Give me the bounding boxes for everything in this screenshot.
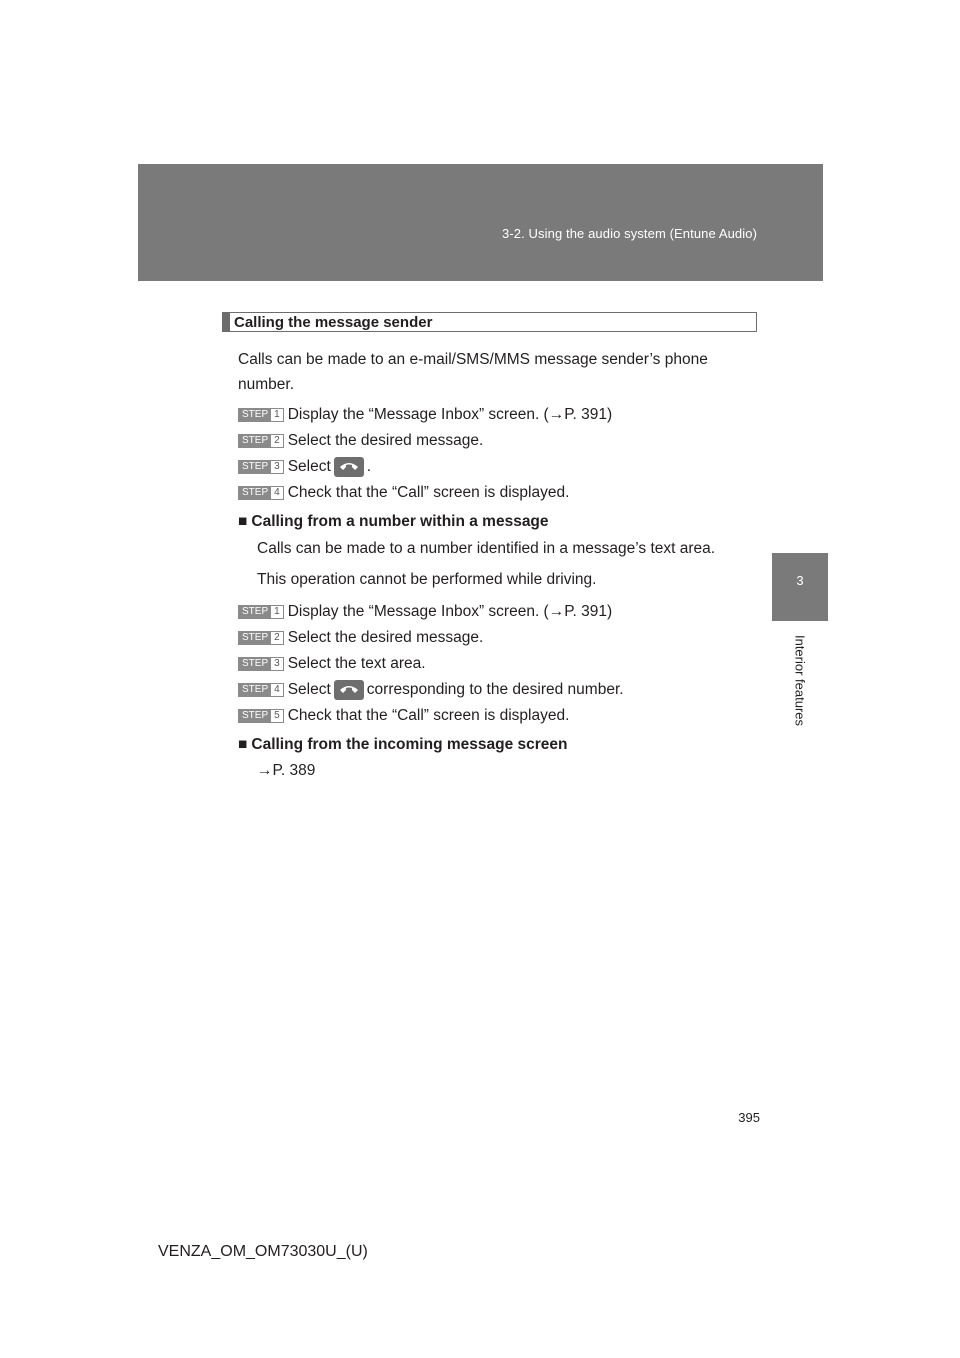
- step-b-4: [238, 679, 624, 701]
- step-text: Select the desired message.: [287, 629, 484, 646]
- page-number: 395: [738, 1110, 760, 1125]
- step-text-before: Select: [287, 681, 331, 698]
- step-text: Check that the “Call” screen is displayed.: [287, 707, 570, 724]
- subheading-text: Calling from a number within a message: [251, 513, 549, 530]
- section-title: Calling the message sender: [234, 314, 433, 331]
- subheading-number-within-message: [238, 513, 549, 531]
- step-badge: STEP 4: [238, 683, 284, 697]
- step-badge: STEP 4: [238, 486, 284, 500]
- section-title-box: [222, 312, 757, 332]
- step-text: Select the text area.: [287, 655, 426, 672]
- step-text: Select the desired message.: [287, 432, 484, 449]
- step-badge: STEP 2: [238, 631, 284, 645]
- step-text: Display the “Message Inbox” screen. (→P. 391): [287, 406, 613, 423]
- chapter-side-label-text: Interior features: [792, 634, 808, 727]
- chapter-tab-number: 3: [796, 573, 804, 588]
- subheading-text: Calling from the incoming message screen: [251, 736, 568, 753]
- step-a-4: [238, 482, 569, 504]
- document-code: VENZA_OM_OM73030U_(U): [158, 1243, 368, 1260]
- step-b-3: [238, 653, 426, 675]
- bullet-square: ■: [238, 736, 248, 753]
- chapter-section-title: 3-2. Using the audio system (Entune Audio): [502, 226, 757, 241]
- page-reference-link[interactable]: →P. 389: [257, 762, 316, 779]
- step-b-2: [238, 627, 483, 649]
- subheading-incoming-message-screen: [238, 736, 568, 754]
- step-a-1: [238, 404, 612, 426]
- step-b-5: [238, 705, 569, 727]
- chapter-tab: [772, 553, 828, 621]
- phone-handset-icon: [334, 680, 364, 700]
- chapter-header-band: [138, 164, 823, 281]
- bullet-square: ■: [238, 513, 248, 530]
- step-b-1: [238, 601, 612, 623]
- intro-line-1: Calls can be made to an e-mail/SMS/MMS message sender’s phone: [238, 351, 708, 368]
- step-text: Display the “Message Inbox” screen. (→P. 391): [287, 603, 613, 620]
- step-text: Check that the “Call” screen is displayed.: [287, 484, 570, 501]
- step-text-after: .: [366, 458, 372, 475]
- step-a-3: [238, 456, 371, 478]
- intro-paragraph: [238, 347, 768, 397]
- intro-line-2: number.: [238, 376, 295, 393]
- step-text-before: Select: [287, 458, 331, 475]
- step-badge: STEP 1: [238, 408, 284, 422]
- step-badge: STEP 5: [238, 709, 284, 723]
- step-text-after: corresponding to the desired number.: [366, 681, 624, 698]
- sub1-line-2: This operation cannot be performed while driving.: [257, 571, 597, 588]
- step-badge: STEP 3: [238, 657, 284, 671]
- step-badge: STEP 1: [238, 605, 284, 619]
- section-title-bar: [223, 313, 230, 331]
- step-a-2: [238, 430, 483, 452]
- step-badge: STEP 2: [238, 434, 284, 448]
- phone-handset-icon: [334, 457, 364, 477]
- chapter-side-label: [790, 628, 810, 738]
- step-badge: STEP 3: [238, 460, 284, 474]
- sub1-line-1: Calls can be made to a number identified in a message’s text area.: [257, 540, 716, 557]
